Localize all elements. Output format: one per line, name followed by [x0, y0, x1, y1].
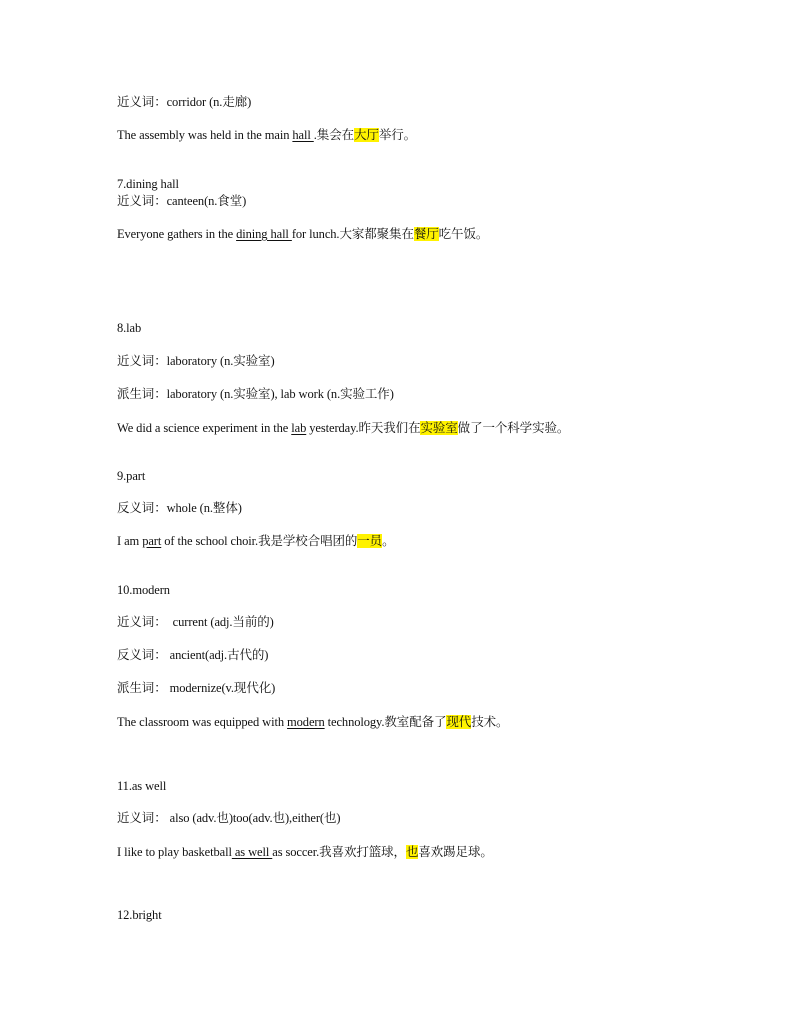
synonym-value: corridor (n.走廊)	[166, 95, 252, 109]
hall-synonym-line	[117, 94, 251, 110]
entry8-derivative-line	[117, 386, 394, 402]
entry8-synonym-line	[117, 353, 275, 369]
synonym-label: 近义词：	[117, 354, 167, 368]
synonym-label: 近义词：	[117, 615, 167, 629]
entry7-synonym-line	[117, 193, 246, 209]
antonym-label: 反义词：	[117, 648, 167, 662]
antonym-label: 反义词：	[117, 501, 167, 515]
entry9-antonym-line	[117, 500, 242, 516]
hall-example-sentence: The assembly was held in the main hall .集会在大厅举行。	[117, 128, 417, 142]
entry10-example-sentence: The classroom was equipped with modern technology.教室配备了现代技术。	[117, 715, 509, 729]
entry10-derivative-line	[117, 680, 275, 696]
example-term: lab	[291, 421, 307, 435]
derivative-label: 派生词：	[117, 387, 167, 401]
example-term: hall	[292, 128, 314, 142]
entry7-example-sentence: Everyone gathers in the dining hall for lunch.大家都聚集在餐厅吃午饭。	[117, 227, 489, 241]
entry8-example-sentence: We did a science experiment in the lab yesterday.昨天我们在实验室做了一个科学实验。	[117, 421, 570, 435]
entry10-antonym-line	[117, 647, 268, 663]
entry10-synonym-line	[117, 614, 274, 630]
entry-heading-10: 10.modern	[117, 583, 170, 597]
entry-heading-8: 8.lab	[117, 321, 142, 335]
entry-heading-7: 7.dining hall	[117, 177, 179, 191]
example-term: dining hall	[236, 227, 292, 241]
synonym-label: 近义词：	[117, 194, 167, 208]
entry11-synonym-line	[117, 810, 340, 826]
entry-heading-11: 11.as well	[117, 779, 167, 793]
translation-highlight: 大厅	[354, 128, 379, 142]
antonym-value: ancient(adj.古代的)	[166, 648, 269, 662]
derivative-value: laboratory (n.实验室), lab work (n.实验工作)	[166, 387, 394, 401]
entry11-example-sentence: I like to play basketball as well as soccer.我喜欢打篮球，也喜欢踢足球。	[117, 845, 493, 859]
example-term: modern	[287, 715, 325, 729]
translation-highlight: 也	[405, 845, 419, 859]
entry-heading-12: 12.bright	[117, 908, 162, 922]
synonym-label: 近义词：	[117, 95, 167, 109]
translation-highlight: 现代	[446, 715, 472, 729]
antonym-value: whole (n.整体)	[166, 501, 242, 515]
synonym-value: canteen(n.食堂)	[166, 194, 247, 208]
example-term: as well	[231, 845, 273, 859]
synonym-value: laboratory (n.实验室)	[166, 354, 275, 368]
translation-highlight: 餐厅	[413, 227, 439, 241]
derivative-label: 派生词：	[117, 681, 167, 695]
synonym-value: also (adv.也)too(adv.也),either(也)	[166, 811, 341, 825]
entry9-example-sentence: I am part of the school choir.我是学校合唱团的一员。	[117, 534, 395, 548]
entry-heading-9: 9.part	[117, 469, 146, 483]
synonym-label: 近义词：	[117, 811, 167, 825]
synonym-value: current (adj.当前的)	[166, 615, 274, 629]
translation-highlight: 一员	[357, 534, 383, 548]
example-term: part	[142, 534, 162, 548]
derivative-value: modernize(v.现代化)	[166, 681, 276, 695]
translation-highlight: 实验室	[420, 421, 458, 435]
